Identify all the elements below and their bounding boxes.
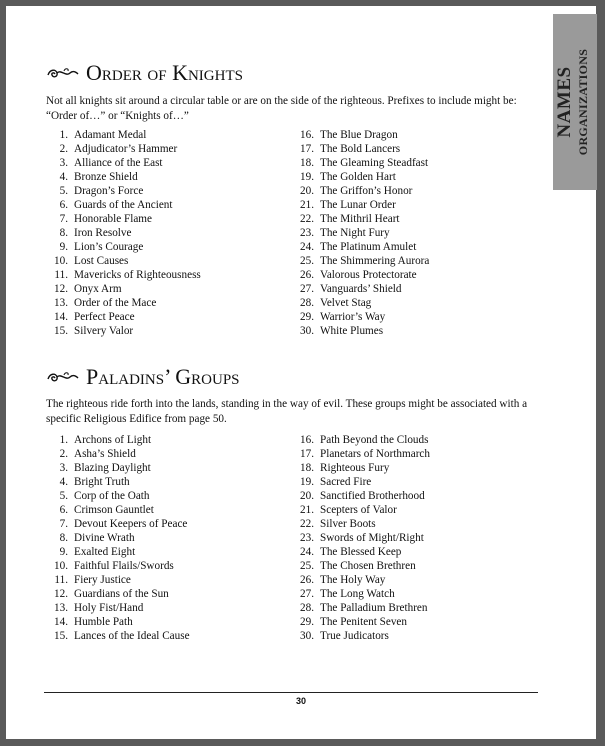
- list-item: [40, 212, 201, 226]
- list-item: [40, 254, 201, 268]
- list-item-number: 6.: [59, 504, 68, 516]
- list-item-name: The Griffon’s Honor: [320, 185, 413, 197]
- list-item-number: 4.: [59, 476, 68, 488]
- list-item: [294, 282, 429, 296]
- list-item: [294, 503, 430, 517]
- list-item-name: Planetars of Northmarch: [320, 448, 430, 460]
- list-item: [40, 573, 190, 587]
- section-heading-paladins: [46, 364, 240, 390]
- list-item: [294, 226, 429, 240]
- name-list-right: [294, 128, 429, 338]
- list-item: [294, 142, 429, 156]
- list-item: [40, 559, 190, 573]
- list-item-number: 18.: [300, 462, 314, 474]
- list-item-name: Guards of the Ancient: [74, 199, 173, 211]
- list-item-number: 17.: [300, 143, 314, 155]
- list-item-number: 30.: [300, 630, 314, 642]
- list-item: [40, 601, 190, 615]
- list-item: [294, 212, 429, 226]
- list-item-name: Silver Boots: [320, 518, 376, 530]
- list-item-name: Silvery Valor: [74, 325, 134, 337]
- list-item-number: 12.: [54, 283, 68, 295]
- list-item: [40, 587, 190, 601]
- list-item-name: Order of the Mace: [74, 297, 157, 309]
- list-item-number: 24.: [300, 546, 314, 558]
- list-item-number: 24.: [300, 241, 314, 253]
- list-item-number: 29.: [300, 616, 314, 628]
- list-item-number: 19.: [300, 476, 314, 488]
- list-item-number: 14.: [54, 311, 68, 323]
- list-item-number: 18.: [300, 157, 314, 169]
- page: [6, 6, 596, 739]
- list-item-number: 2.: [59, 448, 68, 460]
- list-item-number: 1.: [59, 129, 68, 141]
- list-item-name: Honorable Flame: [74, 213, 152, 225]
- list-item: [40, 461, 190, 475]
- list-item: [294, 461, 430, 475]
- list-item-number: 11.: [54, 269, 68, 281]
- list-item: [294, 475, 430, 489]
- list-item: [294, 573, 430, 587]
- list-item-name: Lion’s Courage: [74, 241, 144, 253]
- list-item: [40, 629, 190, 643]
- list-item-name: Iron Resolve: [74, 227, 132, 239]
- list-item-name: The Palladium Brethren: [320, 602, 428, 614]
- list-item: [40, 282, 201, 296]
- list-item-name: Lances of the Ideal Cause: [74, 630, 190, 642]
- list-item-number: 22.: [300, 518, 314, 530]
- list-item-name: The Mithril Heart: [320, 213, 400, 225]
- list-item-name: The Holy Way: [320, 574, 386, 586]
- list-item-name: Holy Fist/Hand: [74, 602, 144, 614]
- list-item-number: 11.: [54, 574, 68, 586]
- list-item: [40, 324, 201, 338]
- list-item: [294, 198, 429, 212]
- list-item-number: 21.: [300, 199, 314, 211]
- list-item-name: True Judicators: [320, 630, 389, 642]
- list-item: [294, 184, 429, 198]
- list-item-number: 8.: [59, 532, 68, 544]
- list-item: [294, 310, 429, 324]
- list-item: [40, 489, 190, 503]
- list-item: [294, 128, 429, 142]
- list-item-name: Archons of Light: [74, 434, 152, 446]
- list-item-number: 2.: [59, 143, 68, 155]
- list-item-number: 23.: [300, 227, 314, 239]
- list-item: [294, 296, 429, 310]
- footer-rule: [44, 692, 538, 693]
- list-item: [294, 324, 429, 338]
- list-item: [294, 489, 430, 503]
- list-item-name: Mavericks of Righteousness: [74, 269, 201, 281]
- list-item-name: Scepters of Valor: [320, 504, 397, 516]
- section-title: Paladins’ Groups: [86, 364, 240, 389]
- list-item-name: Lost Causes: [74, 255, 129, 267]
- list-item-name: Bright Truth: [74, 476, 130, 488]
- list-item-number: 3.: [59, 157, 68, 169]
- list-item: [294, 433, 430, 447]
- name-list-left: [40, 433, 190, 643]
- list-item-name: The Golden Hart: [320, 171, 396, 183]
- list-item-name: Swords of Might/Right: [320, 532, 424, 544]
- list-item-number: 5.: [59, 490, 68, 502]
- list-item-name: The Night Fury: [320, 227, 390, 239]
- list-item-name: The Blue Dragon: [320, 129, 398, 141]
- list-item-number: 28.: [300, 602, 314, 614]
- list-item: [40, 184, 201, 198]
- list-item-number: 22.: [300, 213, 314, 225]
- list-item-number: 30.: [300, 325, 314, 337]
- list-item-number: 7.: [59, 213, 68, 225]
- list-item-number: 3.: [59, 462, 68, 474]
- list-item-name: Valorous Protectorate: [320, 269, 417, 281]
- list-item-number: 9.: [59, 241, 68, 253]
- list-item-number: 29.: [300, 311, 314, 323]
- list-item-name: Fiery Justice: [74, 574, 131, 586]
- list-item-number: 6.: [59, 199, 68, 211]
- list-item-name: Adamant Medal: [74, 129, 147, 141]
- list-item: [40, 142, 201, 156]
- list-item-number: 28.: [300, 297, 314, 309]
- list-item-number: 19.: [300, 171, 314, 183]
- sidebar-tab-title: NAMES: [554, 66, 575, 138]
- sidebar-tab: [553, 14, 597, 190]
- list-item: [40, 226, 201, 240]
- list-item-name: The Platinum Amulet: [320, 241, 417, 253]
- list-item-number: 20.: [300, 185, 314, 197]
- list-item: [40, 296, 201, 310]
- list-item-number: 25.: [300, 560, 314, 572]
- list-item-number: 8.: [59, 227, 68, 239]
- list-item-number: 14.: [54, 616, 68, 628]
- list-item-name: Blazing Daylight: [74, 462, 151, 474]
- list-item: [40, 433, 190, 447]
- list-item-number: 15.: [54, 325, 68, 337]
- list-item-number: 12.: [54, 588, 68, 600]
- list-item: [40, 128, 201, 142]
- list-item-name: Alliance of the East: [74, 157, 163, 169]
- list-item-name: Warrior’s Way: [320, 311, 386, 323]
- list-item-name: Bronze Shield: [74, 171, 138, 183]
- list-item-name: Path Beyond the Clouds: [320, 434, 429, 446]
- list-item-name: The Blessed Keep: [320, 546, 402, 558]
- list-item: [40, 517, 190, 531]
- list-item-number: 26.: [300, 574, 314, 586]
- list-item-name: The Chosen Brethren: [320, 560, 416, 572]
- list-item-name: Guardians of the Sun: [74, 588, 169, 600]
- list-item-number: 26.: [300, 269, 314, 281]
- section-title: Order of Knights: [86, 60, 243, 85]
- list-item-name: Dragon’s Force: [74, 185, 144, 197]
- section-heading-knights: [46, 60, 243, 86]
- list-item-name: Devout Keepers of Peace: [74, 518, 188, 530]
- list-item-name: Humble Path: [74, 616, 133, 628]
- list-item: [294, 587, 430, 601]
- list-item-number: 23.: [300, 532, 314, 544]
- list-item-number: 4.: [59, 171, 68, 183]
- page-number: 30: [295, 696, 306, 706]
- list-item: [40, 268, 201, 282]
- list-item-number: 1.: [59, 434, 68, 446]
- list-item-number: 27.: [300, 283, 314, 295]
- list-item: [40, 240, 201, 254]
- list-item-name: Adjudicator’s Hammer: [74, 143, 178, 155]
- list-item-name: Sanctified Brotherhood: [320, 490, 425, 502]
- list-item: [294, 240, 429, 254]
- list-item-name: Corp of the Oath: [74, 490, 150, 502]
- list-item-name: Righteous Fury: [320, 462, 390, 474]
- list-item-name: The Bold Lancers: [320, 143, 401, 155]
- list-item-number: 16.: [300, 434, 314, 446]
- scroll-flourish-icon: [46, 65, 80, 81]
- list-item: [40, 545, 190, 559]
- name-list-left: [40, 128, 201, 338]
- list-item: [294, 517, 430, 531]
- list-item-number: 15.: [54, 630, 68, 642]
- list-item-number: 17.: [300, 448, 314, 460]
- list-item-number: 13.: [54, 602, 68, 614]
- list-item-number: 10.: [54, 255, 68, 267]
- list-item-number: 16.: [300, 129, 314, 141]
- list-item-name: The Shimmering Aurora: [320, 255, 430, 267]
- list-item: [294, 170, 429, 184]
- list-item-name: The Gleaming Steadfast: [320, 157, 429, 169]
- list-item-name: Perfect Peace: [74, 311, 135, 323]
- list-item: [40, 615, 190, 629]
- list-item-name: The Penitent Seven: [320, 616, 407, 628]
- list-item-name: The Lunar Order: [320, 199, 396, 211]
- list-item-number: 7.: [59, 518, 68, 530]
- list-item-name: White Plumes: [320, 325, 384, 337]
- list-item-number: 21.: [300, 504, 314, 516]
- list-item: [40, 170, 201, 184]
- list-item: [294, 615, 430, 629]
- name-list-right: [294, 433, 430, 643]
- list-item: [40, 198, 201, 212]
- list-item-name: Divine Wrath: [74, 532, 135, 544]
- list-item: [40, 503, 190, 517]
- list-item: [294, 268, 429, 282]
- list-item: [294, 559, 430, 573]
- list-item-number: 20.: [300, 490, 314, 502]
- list-item: [294, 629, 430, 643]
- list-item-name: Sacred Fire: [320, 476, 372, 488]
- list-item-name: Exalted Eight: [74, 546, 136, 558]
- list-item: [40, 447, 190, 461]
- list-item-name: Vanguards’ Shield: [320, 283, 402, 295]
- list-item-name: Onyx Arm: [74, 283, 122, 295]
- list-item-number: 5.: [59, 185, 68, 197]
- list-item: [294, 601, 430, 615]
- sidebar-tab-subtitle: ORGANIZATIONS: [576, 48, 590, 156]
- scroll-flourish-icon: [46, 369, 80, 385]
- list-item-name: Faithful Flails/Swords: [74, 560, 174, 572]
- list-item-number: 9.: [59, 546, 68, 558]
- list-item-number: 10.: [54, 560, 68, 572]
- section-intro: The righteous ride forth into the lands, standing in the way of evil. These groups might be associated with a specific Religious Edifice from page 50.: [46, 398, 528, 425]
- list-item: [294, 254, 429, 268]
- section-intro: Not all knights sit around a circular table or are on the side of the righteous. Prefixes to include might be: “Order of…” or “Knights of…”: [46, 95, 517, 122]
- list-item: [294, 447, 430, 461]
- list-item-number: 25.: [300, 255, 314, 267]
- list-item: [40, 475, 190, 489]
- list-item: [40, 531, 190, 545]
- list-item: [294, 531, 430, 545]
- list-item: [294, 545, 430, 559]
- list-item: [40, 156, 201, 170]
- list-item: [294, 156, 429, 170]
- list-item-name: Velvet Stag: [320, 297, 372, 309]
- list-item-name: Crimson Gauntlet: [74, 504, 154, 516]
- list-item-name: Asha’s Shield: [74, 448, 136, 460]
- list-item-number: 27.: [300, 588, 314, 600]
- list-item-number: 13.: [54, 297, 68, 309]
- list-item-name: The Long Watch: [320, 588, 395, 600]
- list-item: [40, 310, 201, 324]
